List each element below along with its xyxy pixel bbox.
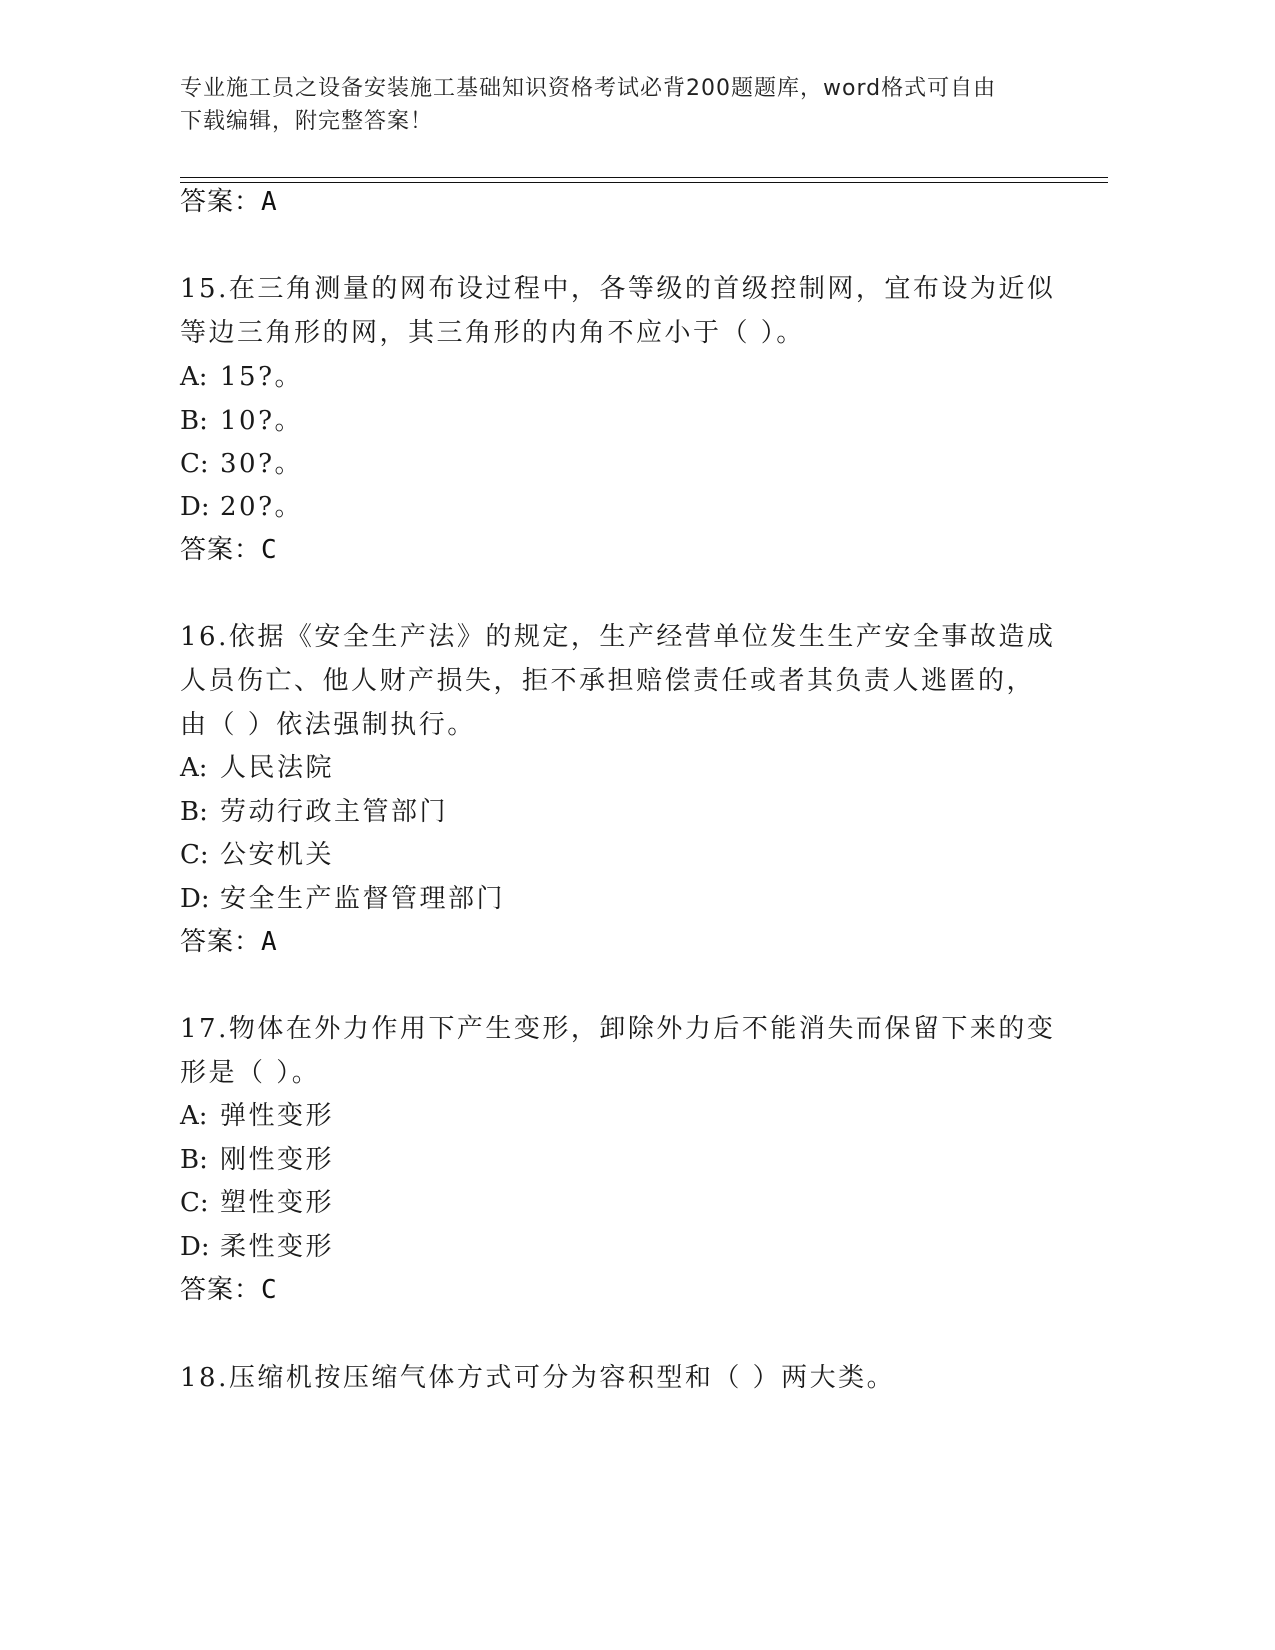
question-text-line: 18.压缩机按压缩气体方式可分为容积型和（ ）两大类。 (180, 1363, 896, 1393)
option-17-a (180, 1099, 334, 1133)
option-key: B: (180, 406, 208, 436)
answer-value: A (261, 187, 278, 217)
question-text-line: 等边三角形的网，其三角形的内角不应小于（ ）。 (180, 318, 805, 348)
option-key: C: (180, 840, 209, 870)
option-17-c (180, 1186, 334, 1220)
answer-q15 (180, 533, 278, 567)
option-text: 劳动行政主管部门 (220, 797, 449, 827)
option-key: A: (180, 1101, 208, 1131)
option-key: C: (180, 1188, 209, 1218)
option-text: 安全生产监督管理部门 (220, 884, 506, 914)
option-15-d (180, 490, 303, 524)
option-key: D: (180, 1232, 210, 1262)
question-16 (180, 615, 1056, 747)
option-key: D: (180, 884, 210, 914)
question-18 (180, 1356, 1050, 1400)
question-text-line: 16.依据《安全生产法》的规定，生产经营单位发生生产安全事故造成 (180, 622, 1056, 652)
question-text-line: 17.物体在外力作用下产生变形，卸除外力后不能消失而保留下来的变 (180, 1014, 1056, 1044)
answer-q17 (180, 1273, 278, 1307)
answer-label: 答案： (180, 187, 262, 217)
option-key: D: (180, 492, 210, 522)
option-16-d (180, 882, 505, 916)
option-key: A: (180, 362, 208, 392)
option-key: B: (180, 797, 208, 827)
header-divider (180, 177, 1108, 183)
answer-label: 答案： (180, 1275, 262, 1305)
option-text: 15?。 (220, 362, 304, 392)
question-text-line: 15.在三角测量的网布设过程中，各等级的首级控制网，宜布设为近似 (180, 274, 1056, 304)
answer-q16 (180, 925, 278, 959)
option-16-c (180, 838, 334, 872)
answer-label: 答案： (180, 535, 262, 565)
option-15-b (180, 404, 303, 438)
option-15-c (180, 447, 303, 481)
header-line-2: 下载编辑，附完整答案！ (180, 109, 434, 134)
option-key: A: (180, 753, 208, 783)
answer-value: C (261, 1275, 278, 1305)
header-line-1: 专业施工员之设备安装施工基础知识资格考试必背200题题库，word格式可自由 (180, 76, 997, 101)
option-key: B: (180, 1145, 208, 1175)
option-text: 20?。 (220, 492, 304, 522)
question-text-line: 人员伤亡、他人财产损失，拒不承担赔偿责任或者其负责人逃匿的， (180, 666, 1036, 696)
answer-label: 答案： (180, 927, 262, 957)
question-15 (180, 267, 1056, 355)
question-text-line: 由（ ）依法强制执行。 (180, 710, 476, 740)
option-text: 10?。 (220, 406, 304, 436)
option-text: 刚性变形 (220, 1145, 335, 1175)
answer-value: C (261, 535, 278, 565)
option-text: 柔性变形 (220, 1232, 335, 1262)
option-17-b (180, 1143, 334, 1177)
option-text: 30?。 (220, 449, 304, 479)
option-text: 公安机关 (220, 840, 335, 870)
option-15-a (180, 360, 303, 394)
option-text: 人民法院 (220, 753, 335, 783)
option-text: 弹性变形 (220, 1101, 335, 1131)
option-text: 塑性变形 (220, 1188, 335, 1218)
answer-q14 (180, 185, 278, 219)
answer-value: A (261, 927, 278, 957)
option-17-d (180, 1230, 334, 1264)
question-17 (180, 1007, 1056, 1095)
document-header (180, 72, 1060, 138)
option-16-b (180, 795, 448, 829)
question-text-line: 形是（ ）。 (180, 1058, 321, 1088)
option-key: C: (180, 449, 209, 479)
option-16-a (180, 751, 334, 785)
